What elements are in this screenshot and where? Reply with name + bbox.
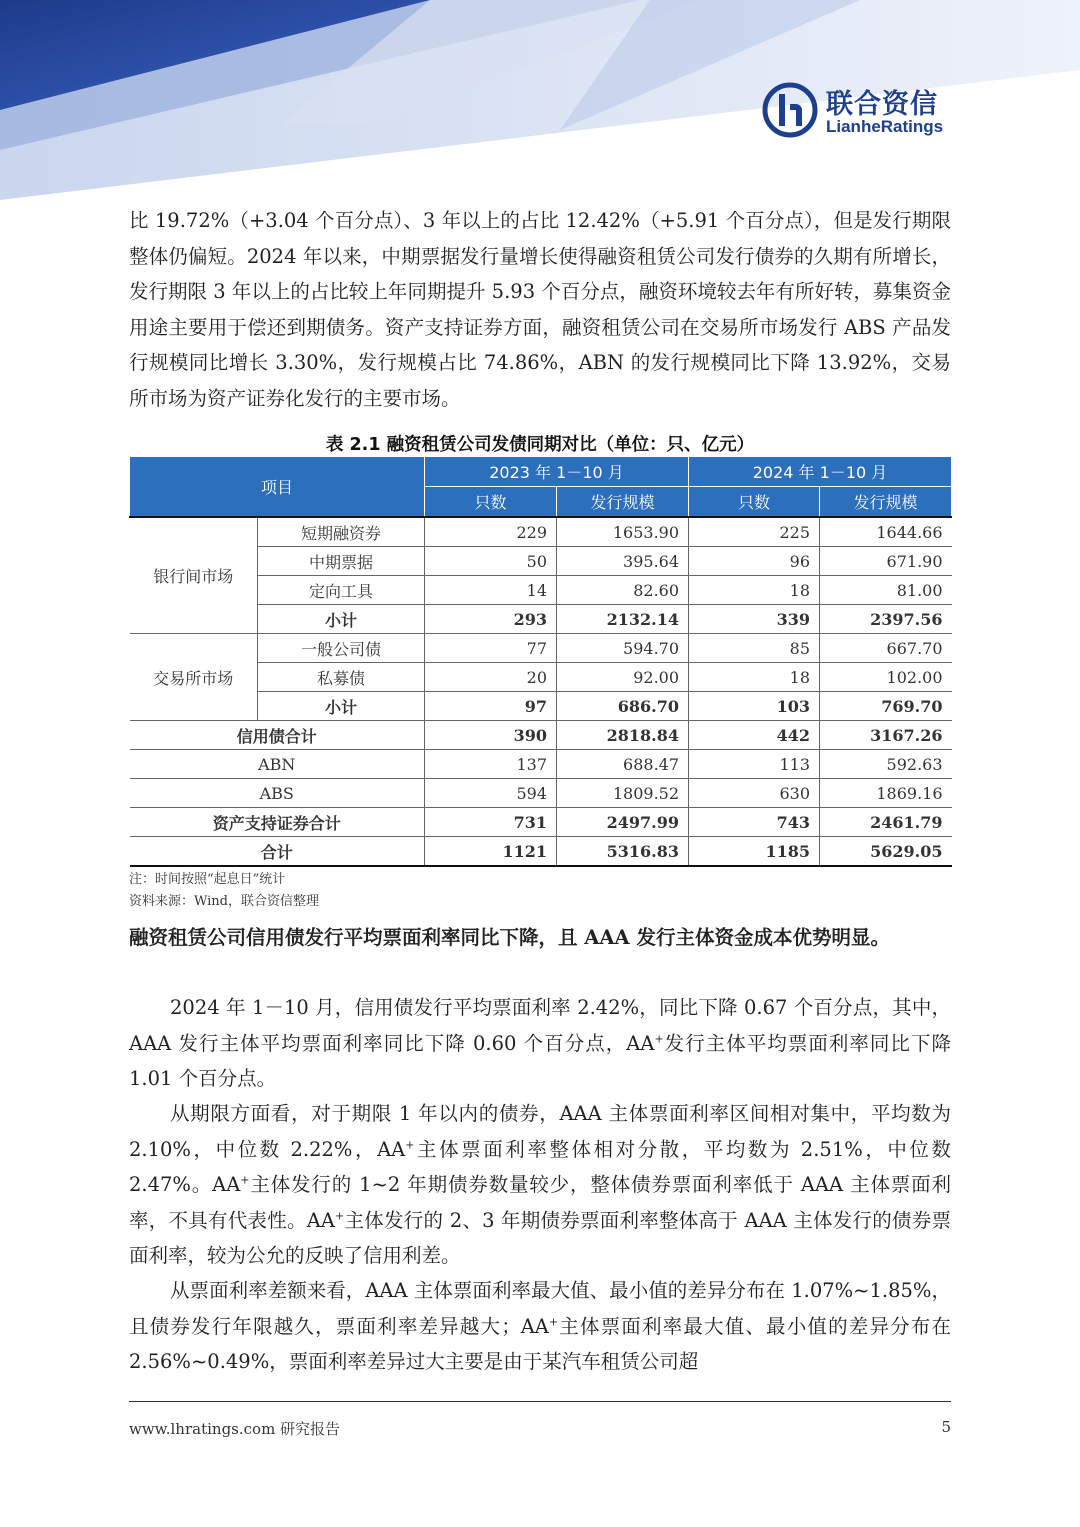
cell-scale-2024: 81.00	[820, 576, 952, 605]
cell-scale-2024: 3167.26	[820, 721, 952, 750]
text-run: 2024 年 1－10 月，信用债发行平均票面利率 2.42%，同比下降 0.67 个百分点，其中，AAA 发行主体平均票面利率同比下降 0.60 个百分点，AA	[129, 996, 951, 1055]
cell-scale-2023: 82.60	[557, 576, 689, 605]
superscript-plus: +	[548, 1315, 559, 1328]
text-run: 主体票面利率最大值、最小值的差异分布在 2.56%~0.49%，票面利率差异过大主要是由于某汽车租赁公司超	[129, 1314, 951, 1373]
row-label: ABS	[130, 779, 425, 808]
cell-scale-2024: 2397.56	[820, 605, 952, 634]
brand-name-cn: 联合资信	[826, 89, 938, 120]
body-paragraph-1: 比 19.72%（+3.04 个百分点）、3 年以上的占比 12.42%（+5.91 个百分点），但是发行期限整体仍偏短。2024 年以来，中期票据发行量增长使得融资租赁公司发行债券的久期有所增长，发行期限 3 年以上的占比较上年同期提升 5.93 个百分点，融资环境较去年有所好转，募集资金用途主要用于偿还到期债务。资产支持证券方面，融资租赁公司在交易所市场发行 ABS 产品发行规模同比增长 3.30%，发行规模占比 74.86%，ABN 的发行规模同比下降 13.92%，交易所市场为资产证券化发行的主要市场。	[129, 209, 951, 410]
text-run: 从期限方面看，对于期限 1 年以内的债券，AAA 主体票面利率区间相对集中，平均数为 2.10%，中位数 2.22%，AA	[129, 1102, 951, 1161]
row-label: 一般公司债	[258, 634, 425, 663]
table-note: 注：时间按照“起息日”统计	[129, 872, 286, 887]
footer-site: www.lhratings.com 研究报告	[129, 1420, 341, 1438]
superscript-plus: +	[240, 1173, 250, 1187]
table-row	[130, 750, 952, 779]
cell-scale-2023: 2132.14	[557, 605, 689, 634]
cell-count-2024: 96	[689, 547, 820, 576]
row-label: ABN	[130, 750, 425, 779]
cell-scale-2024: 592.63	[820, 750, 952, 779]
cell-scale-2023: 1653.90	[557, 517, 689, 547]
header-period-2023: 2023 年 1－10 月	[425, 457, 689, 487]
cell-count-2024: 743	[689, 808, 820, 837]
row-label: 合计	[130, 837, 425, 867]
body-paragraph-2	[129, 990, 951, 1097]
cell-scale-2024: 102.00	[820, 663, 952, 692]
cell-scale-2024: 5629.05	[820, 837, 952, 867]
superscript-plus: +	[654, 1032, 664, 1045]
cell-count-2023: 390	[425, 721, 557, 750]
cell-scale-2024: 2461.79	[820, 808, 952, 837]
cell-scale-2023: 686.70	[557, 692, 689, 721]
cell-count-2024: 85	[689, 634, 820, 663]
text-run: 主体发行的 1~2 年期债券数量较少，整体债券票面利率低于 AAA 主体票面利率，不具有代表性。AA	[129, 1173, 951, 1232]
text-run: 从票面利率差额来看，AAA 主体票面利率最大值、最小值的差异分布在 1.07%~1.85%，且债券发行年限越久，票面利率差异越大；AA	[129, 1279, 951, 1338]
group-interbank: 银行间市场	[130, 517, 258, 634]
cell-count-2024: 225	[689, 517, 820, 547]
table-row-grand-total	[130, 837, 952, 867]
text-run: 发行主体平均票面利率同比下降 1.01 个百分点。	[129, 1031, 951, 1090]
table-title: 表 2.1 融资租赁公司发债同期对比（单位：只、亿元）	[325, 435, 755, 455]
superscript-plus: +	[405, 1138, 415, 1151]
cell-scale-2023: 5316.83	[557, 837, 689, 867]
cell-scale-2023: 1809.52	[557, 779, 689, 808]
body-paragraph-3	[129, 1096, 951, 1274]
cell-scale-2023: 594.70	[557, 634, 689, 663]
cell-scale-2023: 2497.99	[557, 808, 689, 837]
footer-divider	[129, 1401, 951, 1402]
header-count-2024: 只数	[689, 487, 820, 518]
cell-count-2023: 1121	[425, 837, 557, 867]
brand-logo	[762, 82, 962, 144]
cell-count-2023: 594	[425, 779, 557, 808]
header-period-2024: 2024 年 1－10 月	[689, 457, 952, 487]
cell-count-2024: 1185	[689, 837, 820, 867]
table-row	[130, 517, 952, 547]
group-exchange: 交易所市场	[130, 634, 258, 721]
cell-count-2023: 77	[425, 634, 557, 663]
header-count-2023: 只数	[425, 487, 557, 518]
table-row	[130, 634, 952, 663]
row-label: 小计	[258, 605, 425, 634]
header-scale-2024: 发行规模	[820, 487, 952, 518]
row-label: 信用债合计	[130, 721, 425, 750]
table-row-total	[130, 721, 952, 750]
cell-count-2024: 442	[689, 721, 820, 750]
table-source: 资料来源：Wind，联合资信整理	[129, 894, 319, 909]
table-row	[130, 779, 952, 808]
bond-issuance-table	[129, 456, 952, 867]
row-label: 定向工具	[258, 576, 425, 605]
cell-count-2023: 20	[425, 663, 557, 692]
cell-scale-2024: 1644.66	[820, 517, 952, 547]
cell-count-2023: 137	[425, 750, 557, 779]
row-label: 小计	[258, 692, 425, 721]
cell-count-2024: 18	[689, 576, 820, 605]
cell-count-2023: 97	[425, 692, 557, 721]
cell-count-2024: 630	[689, 779, 820, 808]
cell-count-2023: 50	[425, 547, 557, 576]
page-number: 5	[941, 1418, 951, 1436]
cell-count-2023: 14	[425, 576, 557, 605]
lianhe-logo-icon	[762, 82, 818, 138]
cell-count-2023: 731	[425, 808, 557, 837]
row-label: 资产支持证券合计	[130, 808, 425, 837]
brand-name-en: LianheRatings	[826, 117, 944, 136]
cell-scale-2024: 667.70	[820, 634, 952, 663]
body-paragraph-4	[129, 1273, 951, 1380]
table-row-total	[130, 808, 952, 837]
cell-count-2024: 18	[689, 663, 820, 692]
cell-scale-2024: 769.70	[820, 692, 952, 721]
cell-count-2024: 113	[689, 750, 820, 779]
row-label: 中期票据	[258, 547, 425, 576]
cell-scale-2024: 1869.16	[820, 779, 952, 808]
row-label: 短期融资券	[258, 517, 425, 547]
header-item: 项目	[130, 457, 425, 518]
row-label: 私募债	[258, 663, 425, 692]
text-run: 主体发行的 2、3 年期债券票面利率整体高于 AAA 主体发行的债券票面利率，较为公允的反映了信用利差。	[129, 1208, 952, 1267]
section-lead: 融资租赁公司信用债发行平均票面利率同比下降，且 AAA 发行主体资金成本优势明显。	[129, 926, 890, 949]
cell-scale-2023: 688.47	[557, 750, 689, 779]
cell-count-2023: 293	[425, 605, 557, 634]
cell-scale-2023: 395.64	[557, 547, 689, 576]
cell-count-2024: 103	[689, 692, 820, 721]
cell-scale-2024: 671.90	[820, 547, 952, 576]
header-scale-2023: 发行规模	[557, 487, 689, 518]
cell-count-2024: 339	[689, 605, 820, 634]
cell-scale-2023: 2818.84	[557, 721, 689, 750]
text-run: 主体票面利率整体相对分散，平均数为 2.51%，中位数 2.47%。AA	[129, 1137, 951, 1196]
cell-count-2023: 229	[425, 517, 557, 547]
cell-scale-2023: 92.00	[557, 663, 689, 692]
superscript-plus: +	[334, 1209, 345, 1222]
